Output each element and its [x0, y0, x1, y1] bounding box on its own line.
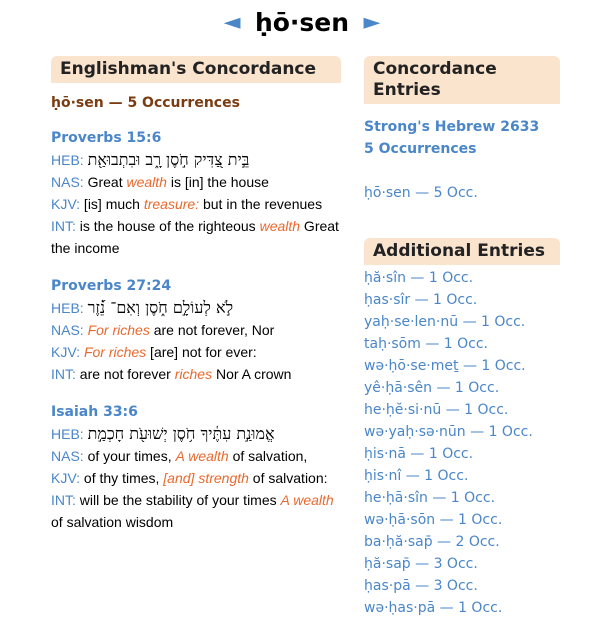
nas-highlight: For riches — [87, 322, 150, 338]
verse-reference-link[interactable]: Isaiah 33:6 — [51, 404, 138, 420]
kjv-highlight: treasure: — [143, 196, 200, 212]
kjv-label[interactable]: KJV: — [51, 196, 81, 212]
heb-label[interactable]: HEB: — [51, 426, 84, 442]
page-title: ḥō·sen — [254, 8, 350, 37]
occurrences-link[interactable]: 5 Occurrences — [364, 141, 477, 157]
heb-row — [51, 297, 341, 319]
nas-text-post: of salvation, — [228, 448, 308, 464]
int-text-post: of salvation wisdom — [51, 514, 174, 530]
heb-label[interactable]: HEB: — [51, 152, 84, 168]
nas-text-pre: Great — [83, 174, 127, 190]
additional-entry-link[interactable]: ḥis·nî — 1 Occ. — [364, 468, 469, 484]
int-text-pre: is the house of the righteous — [75, 218, 260, 234]
nas-row — [51, 171, 341, 193]
additional-entries-heading: Additional Entries — [364, 238, 560, 265]
additional-entry-link[interactable]: ḥă·sap̄ — 3 Occ. — [364, 556, 478, 572]
additional-entry-link[interactable]: wə·ḥas·pā — 1 Occ. — [364, 600, 503, 616]
nas-highlight: A wealth — [175, 448, 229, 464]
int-highlight: wealth — [259, 218, 301, 234]
kjv-highlight: [and] strength — [163, 470, 249, 486]
int-label[interactable]: INT: — [51, 366, 76, 382]
prev-arrow-icon[interactable]: ◄ — [223, 10, 241, 35]
int-text-pre: will be the stability of your times — [75, 492, 281, 508]
additional-entry-link[interactable]: wə·ḥā·sōn — 1 Occ. — [364, 512, 503, 528]
additional-entry-link[interactable]: wə·ḥō·se·meṯ — 1 Occ. — [364, 358, 526, 374]
nas-text-pre: of your times, — [83, 448, 176, 464]
kjv-text-pre: of thy times, — [80, 470, 164, 486]
additional-entries-list — [364, 267, 560, 619]
nas-row — [51, 445, 341, 467]
nas-label[interactable]: NAS: — [51, 322, 84, 338]
verse-entry — [51, 401, 341, 533]
strongs-number-link[interactable]: Strong's Hebrew 2633 — [364, 119, 540, 135]
additional-entry-link[interactable]: ḥas·sîr — 1 Occ. — [364, 292, 478, 308]
concordance-entries-heading: Concordance Entries — [364, 56, 560, 104]
nas-label[interactable]: NAS: — [51, 174, 84, 190]
heb-row — [51, 423, 341, 445]
next-arrow-icon[interactable]: ► — [363, 10, 381, 35]
nas-text-post: are not forever, Nor — [149, 322, 275, 338]
hebrew-text: בֵּ֣ית צַ֭דִּיק חֹ֣סֶן רָ֑ב וּבִתְבוּאַ֖ת — [87, 150, 250, 169]
englishmans-heading: Englishman's Concordance — [51, 56, 341, 83]
occurrences-summary: ḥō·sen — 5 Occurrences — [51, 95, 240, 111]
hebrew-text: לֹ֣א לְעוֹלָ֣ם חֹ֑סֶן וְאִם־ נֵ֝֗זֶר — [87, 298, 234, 317]
int-highlight: riches — [174, 366, 213, 382]
nas-row — [51, 319, 341, 341]
kjv-highlight: For riches — [83, 344, 147, 360]
additional-entry-link[interactable]: yaḥ·se·len·nū — 1 Occ. — [364, 314, 526, 330]
additional-entry-link[interactable]: ḥas·pā — 3 Occ. — [364, 578, 478, 594]
int-text-pre: are not forever — [75, 366, 175, 382]
kjv-label[interactable]: KJV: — [51, 344, 81, 360]
additional-entry-link[interactable]: ḥă·sîn — 1 Occ. — [364, 270, 474, 286]
int-text-post: Nor A crown — [212, 366, 292, 382]
additional-entry-link[interactable]: ḥis·nā — 1 Occ. — [364, 446, 474, 462]
additional-entry-link[interactable]: yê·ḥā·sên — 1 Occ. — [364, 380, 500, 396]
kjv-row — [51, 467, 341, 489]
heb-row — [51, 149, 341, 171]
word-occurrence-link[interactable]: ḥō·sen — 5 Occ. — [364, 185, 478, 201]
kjv-row — [51, 341, 341, 363]
kjv-text-post: of salvation: — [248, 470, 328, 486]
verse-entry — [51, 275, 341, 385]
nas-text-post: is [in] the house — [166, 174, 269, 190]
verse-entry — [51, 127, 341, 259]
int-text-post: Great the income — [51, 218, 339, 256]
additional-entry-link[interactable]: wə·yaḥ·sə·nūn — 1 Occ. — [364, 424, 533, 440]
int-row — [51, 215, 341, 259]
englishmans-concordance-panel — [51, 56, 341, 533]
kjv-label[interactable]: KJV: — [51, 470, 81, 486]
nas-highlight: wealth — [126, 174, 167, 190]
kjv-text-post: but in the revenues — [199, 196, 323, 212]
additional-entry-link[interactable]: taḥ·sōm — 1 Occ. — [364, 336, 489, 352]
hebrew-text: אֱמוּנַ֣ת עִתֶּ֔יךָ חֹ֥סֶן יְשׁוּעֹ֖ת חָכְמַ֣ת — [87, 424, 275, 443]
kjv-text-post: [are] not for ever: — [146, 344, 257, 360]
int-row — [51, 489, 341, 533]
int-row — [51, 363, 341, 385]
kjv-text-pre: [is] much — [80, 196, 144, 212]
kjv-row — [51, 193, 341, 215]
additional-entry-link[interactable]: ba·ḥă·sap̄ — 2 Occ. — [364, 534, 500, 550]
int-label[interactable]: INT: — [51, 218, 76, 234]
concordance-entries-panel — [364, 56, 560, 619]
additional-entry-link[interactable]: he·ḥĕ·si·nū — 1 Occ. — [364, 402, 509, 418]
verse-reference-link[interactable]: Proverbs 15:6 — [51, 130, 162, 146]
title-bar — [0, 8, 604, 48]
nas-label[interactable]: NAS: — [51, 448, 84, 464]
additional-entry-link[interactable]: he·ḥā·sîn — 1 Occ. — [364, 490, 496, 506]
heb-label[interactable]: HEB: — [51, 300, 84, 316]
int-label[interactable]: INT: — [51, 492, 76, 508]
verse-reference-link[interactable]: Proverbs 27:24 — [51, 278, 172, 294]
int-highlight: A wealth — [280, 492, 334, 508]
